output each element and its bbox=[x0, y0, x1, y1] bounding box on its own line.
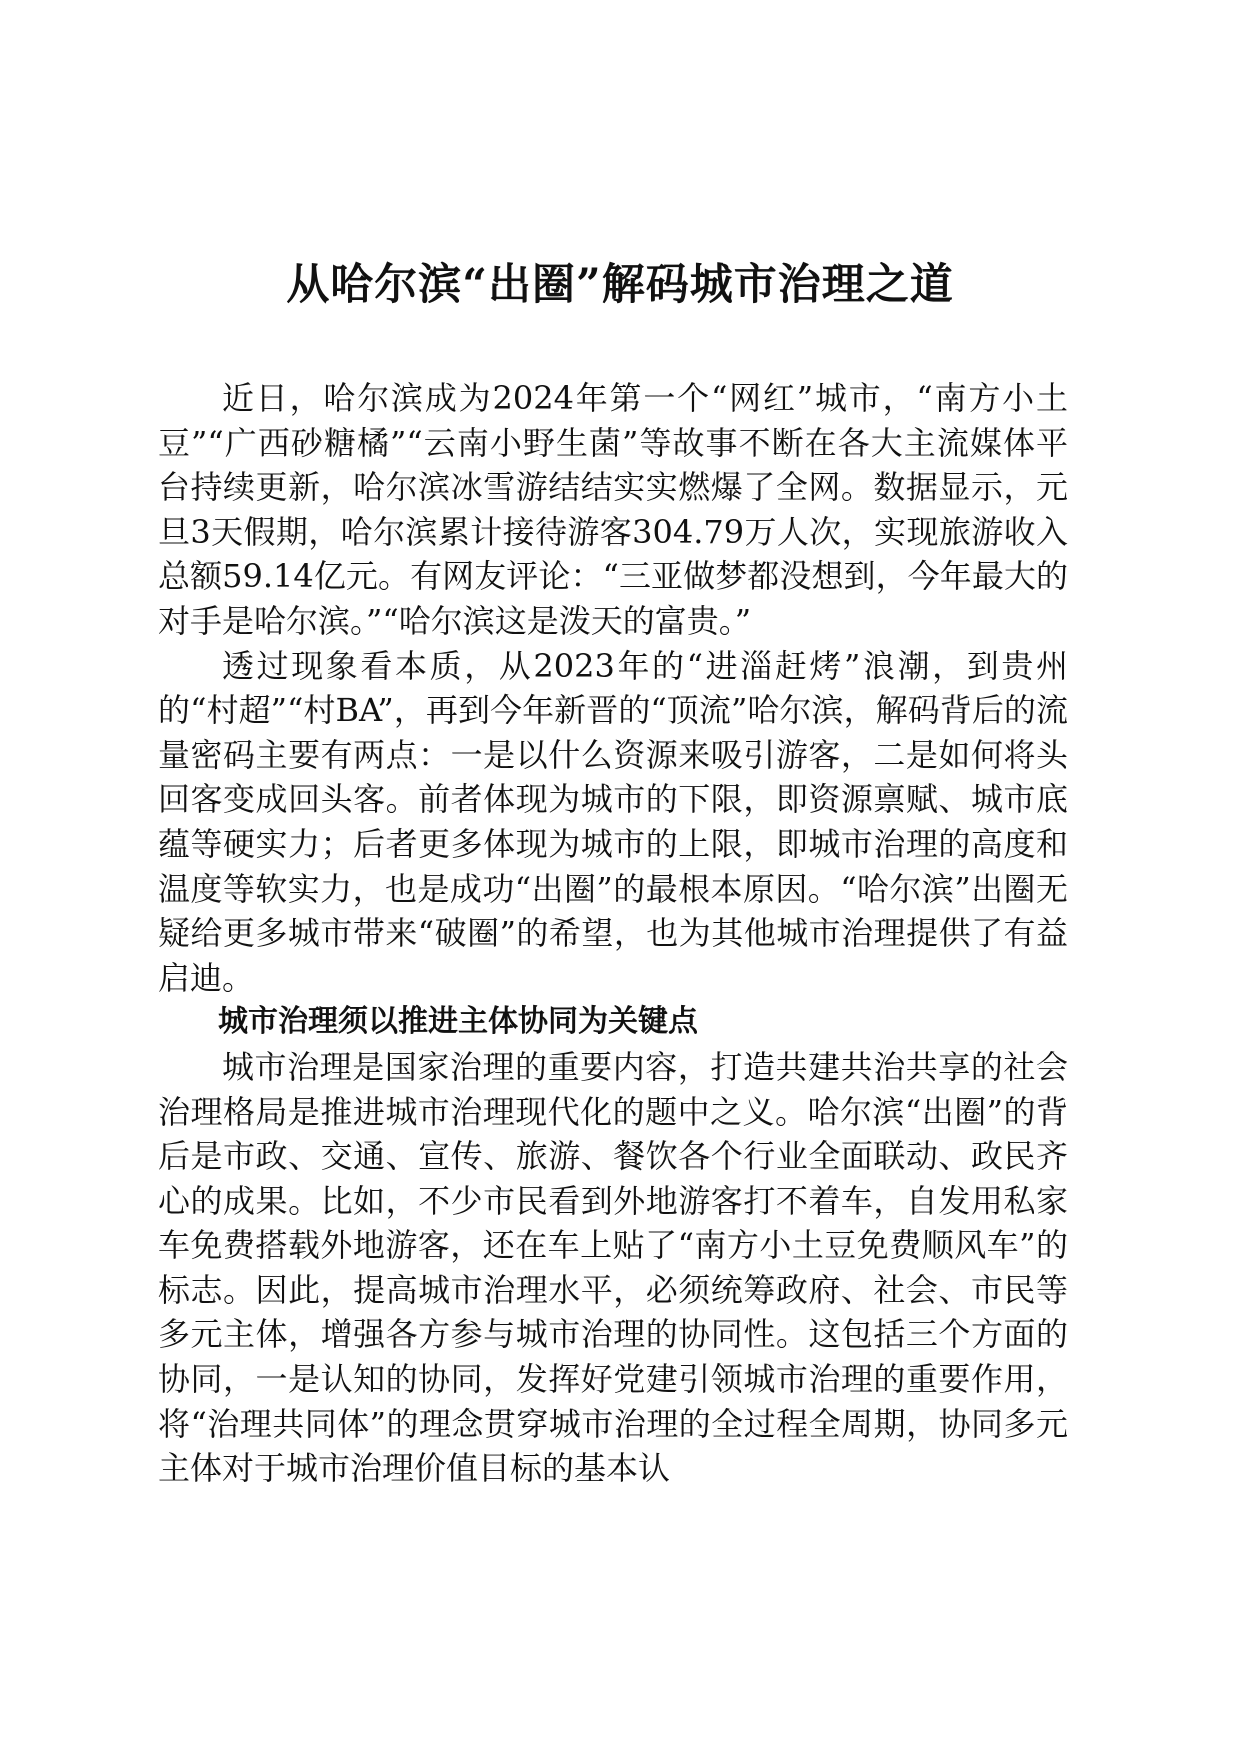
paragraph-analysis: 透过现象看本质，从2023年的“进淄赶烤”浪潮，到贵州的“村超”“村BA”，再到今年新晋的“顶流”哈尔滨，解码背后的流量密码主要有两点：一是以什么资源来吸引游客，二是如何将头回客变成回头客。前者体现为城市的下限，即资源禀赋、城市底蕴等硬实力；后者更多体现为城市的上限，即城市治理的高度和温度等软实力，也是成功“出圈”的最根本原因。“哈尔滨”出圈无疑给更多城市带来“破圈”的希望，也为其他城市治理提供了有益启迪。 bbox=[158, 646, 1068, 997]
document-title: 从哈尔滨“出圈”解码城市治理之道 bbox=[286, 260, 954, 310]
paragraph-intro: 近日，哈尔滨成为2024年第一个“网红”城市，“南方小土豆”“广西砂糖橘”“云南小野生菌”等故事不断在各大主流媒体平台持续更新，哈尔滨冰雪游结结实实燃爆了全网。数据显示，元旦3天假期，哈尔滨累计接待游客304.79万人次，实现旅游收入总额59.14亿元。有网友评论：“三亚做梦都没想到，今年最大的对手是哈尔滨。”“哈尔滨这是泼天的富贵。” bbox=[158, 379, 1068, 640]
paragraph-section: 城市治理是国家治理的重要内容，打造共建共治共享的社会治理格局是推进城市治理现代化的题中之义。哈尔滨“出圈”的背后是市政、交通、宣传、旅游、餐饮各个行业全面联动、政民齐心的成果。比如，不少市民看到外地游客打不着车，自发用私家车免费搭载外地游客，还在车上贴了“南方小土豆免费顺风车”的标志。因此，提高城市治理水平，必须统筹政府、社会、市民等多元主体，增强各方参与城市治理的协同性。这包括三个方面的协同，一是认知的协同，发挥好党建引领城市治理的重要作用，将“治理共同体”的理念贯穿城市治理的全过程全周期，协同多元主体对于城市治理价值目标的基本认 bbox=[158, 1047, 1068, 1488]
section-heading: 城市治理须以推进主体协同为关键点 bbox=[218, 1004, 698, 1040]
document-body bbox=[158, 376, 1068, 1491]
